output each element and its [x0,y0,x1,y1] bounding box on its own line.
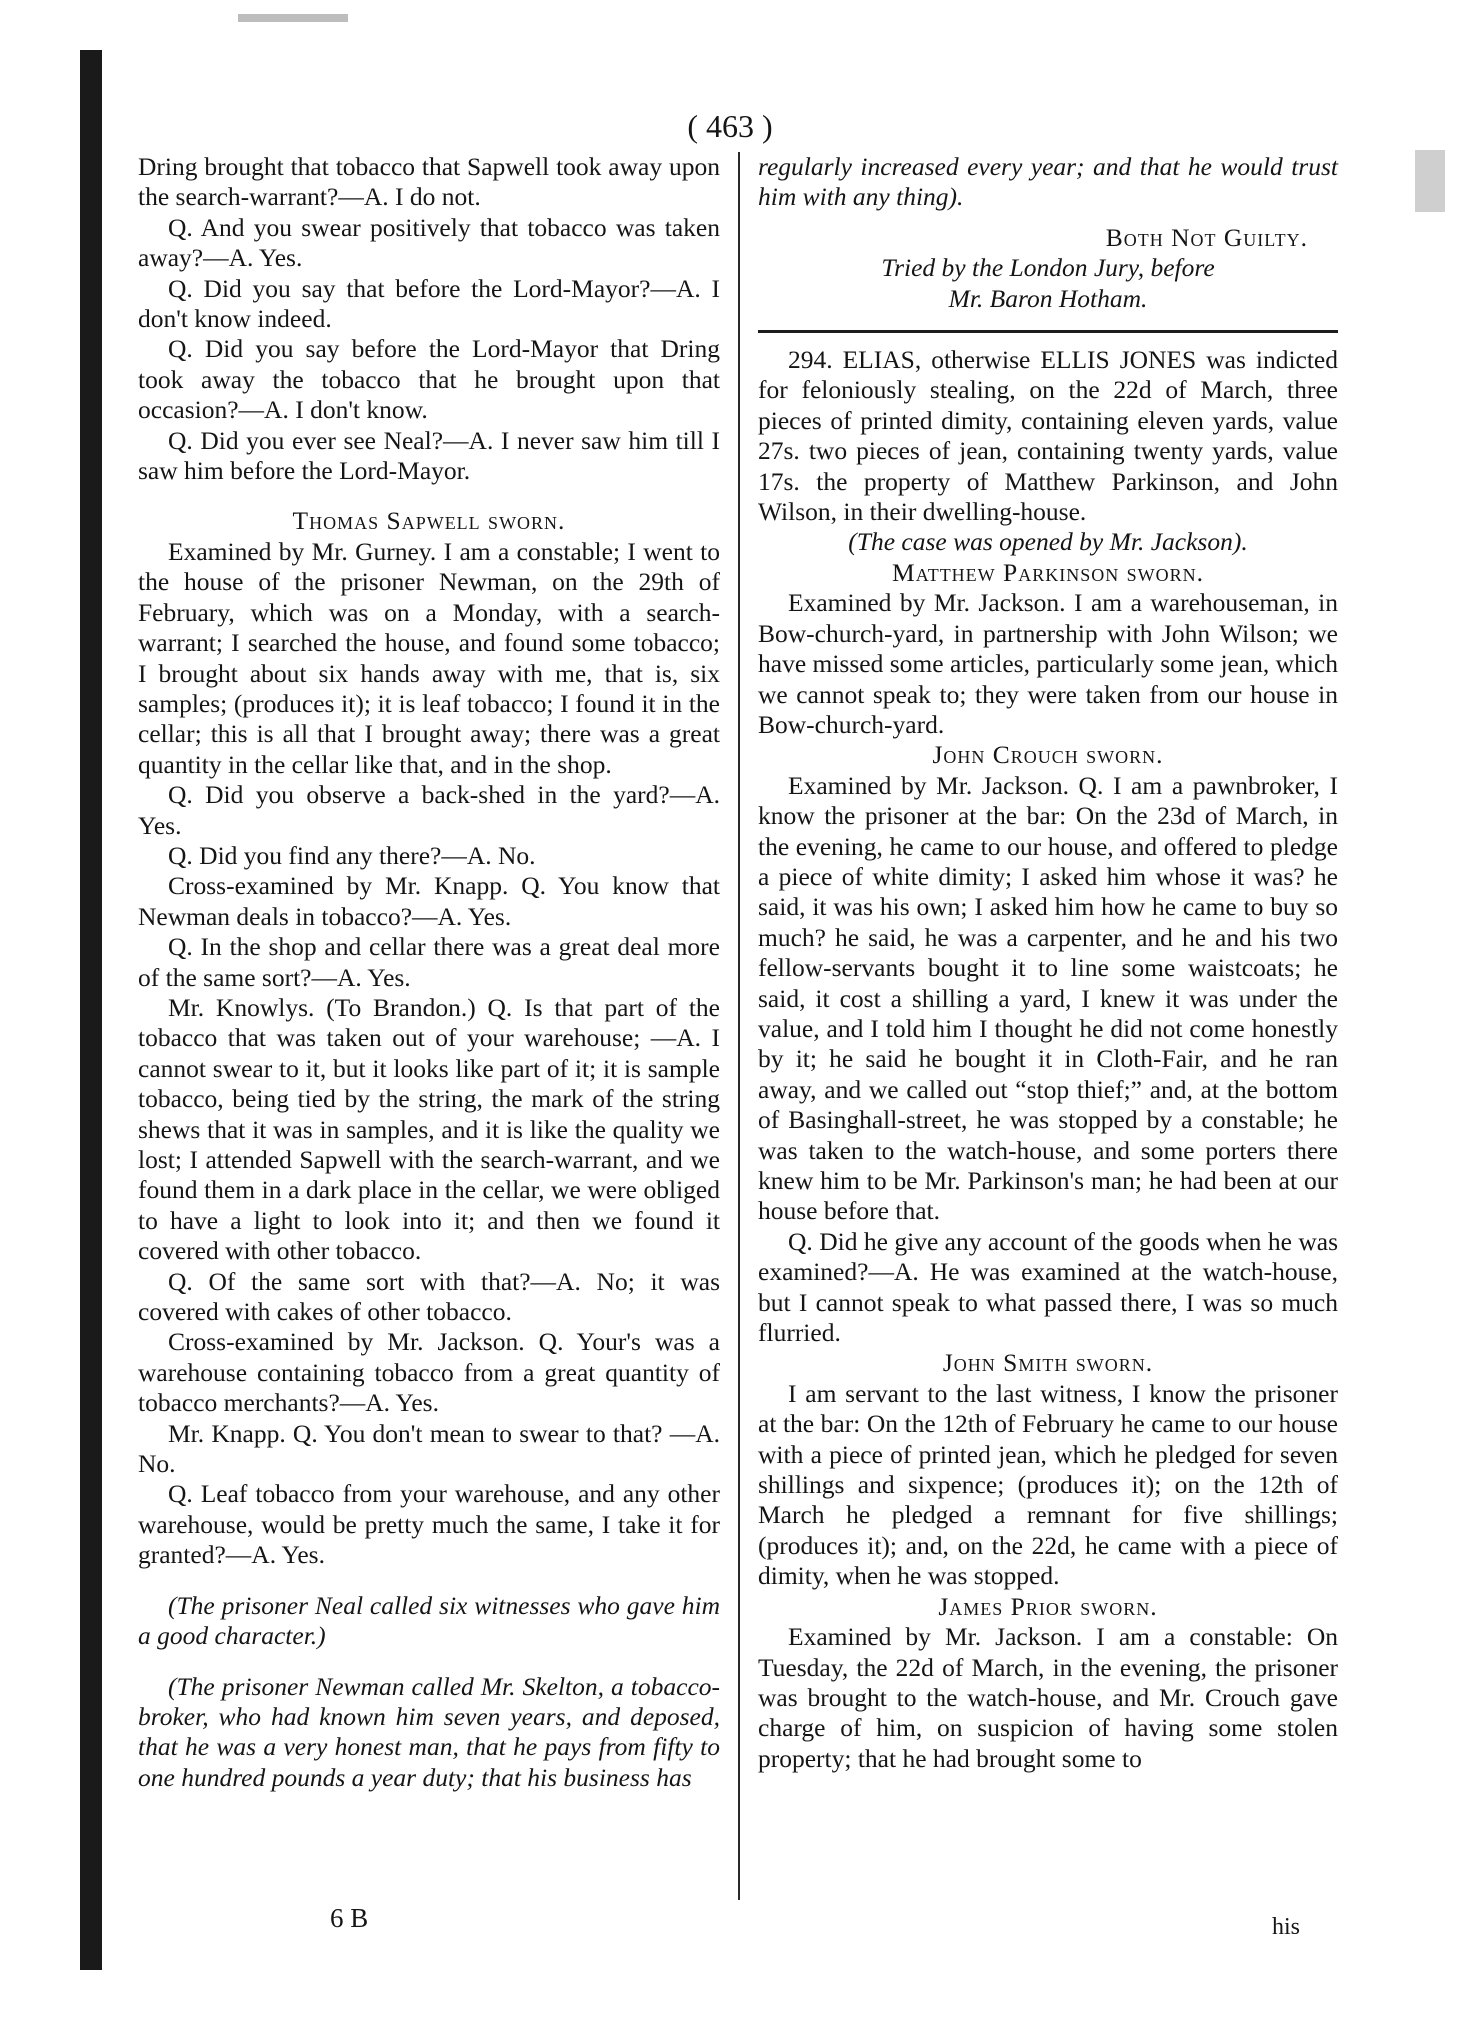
paragraph: Examined by Mr. Jackson. Q. I am a pawnbroker, I know the prisoner at the bar: On the 23d of March, in the evening, he came to our house, and offered to pledge a piece of white dimity; I asked him whose it was? he said, it was his own; I asked him how he came to buy so much? he said, he was a carpenter, and he and his two fellow-servants bought it to line some waistcoats; he said, it cost a shilling a yard, I knew it was under the value, and I told him I thought he did not come honestly by it; he said he bought it in Cloth-Fair, and he ran away, and we called out “stop thief;” and, at the bottom of Basinghall-street, he was stopped by a constable; he was taken to the watch-house, and some porters there knew him to be Mr. Parkinson's man; he had been at our house before that. [758,770,1338,1226]
signature-mark: 6 B [330,1903,369,1933]
witness-heading: John Crouch sworn. [932,740,1164,770]
section-rule [758,330,1338,333]
scan-artifact [238,14,348,22]
italic-note: regularly increased every year; and that he would trust him with any thing). [758,152,1338,212]
paragraph: Q. Did you say before the Lord-Mayor that Dring took away the tobacco that he brought upon that occasion?—A. I don't know. [138,334,720,425]
italic-note: (The prisoner Newman called Mr. Skelton, a tobacco-broker, who had known him seven years, and deposed, that he was a very honest man, that he pays from fifty to one hundred pounds a year duty; that his business has [138,1671,720,1792]
judge-line: Mr. Baron Hotham. [948,283,1148,313]
verdict: Both Not Guilty. [1105,222,1308,252]
paragraph: Cross-examined by Mr. Knapp. Q. You know that Newman deals in tobacco?—A. Yes. [138,871,720,931]
paragraph: Mr. Knowlys. (To Brandon.) Q. Is that part of the tobacco that was taken out of your warehouse; —A. I cannot swear to it, but it looks like part of it; it is sample tobacco, being tied by the string, the mark of the string shews that it was in samples, and it is like the quality we lost; I attended Sapwell with the search-warrant, and we found them in a dark place in the cellar, we were obliged to have a light to look into it; and then we found it covered with other tobacco. [138,992,720,1266]
binding-edge [80,50,102,1970]
paragraph: Examined by Mr. Gurney. I am a constable; I went to the house of the prisoner Newman, on the 29th of February, which was on a Monday, with a search-warrant; I searched the house, and found some tobacco; I brought about six hands away with me, that is, six samples; (produces it); it is leaf tobacco; I found it in the cellar; this is all that I brought away; there was a great quantity in the cellar like that, and in the shop. [138,536,720,779]
paragraph: Dring brought that tobacco that Sapwell took away upon the search-warrant?—A. I do not. [138,152,720,212]
left-column [138,152,720,1793]
paragraph: Q. And you swear positively that tobacco was taken away?—A. Yes. [138,212,720,273]
paragraph: Q. In the shop and cellar there was a great deal more of the same sort?—A. Yes. [138,932,720,992]
scan-artifact [1415,150,1445,212]
paragraph: Q. Did he give any account of the goods when he was examined?—A. He was examined at the watch-house, but I cannot speak to what passed there, I was so much flurried. [758,1226,1338,1348]
italic-note: (The case was opened by Mr. Jackson). [848,527,1248,557]
catchword: his [1272,1914,1301,1940]
paragraph: Examined by Mr. Jackson. I am a warehouseman, in Bow-church-yard, in partnership with John Wilson; we have missed some articles, particularly some jean, which we cannot speak to; they were taken from our house in Bow-church-yard. [758,588,1338,739]
right-column [758,152,1338,1774]
paragraph: Q. Did you ever see Neal?—A. I never saw him till I saw him before the Lord-Mayor. [138,425,720,486]
italic-note: (The prisoner Neal called six witnesses who gave him a good character.) [138,1590,720,1651]
page-number: ( 463 ) [687,108,773,144]
trial-note: Tried by the London Jury, before [881,253,1215,283]
paragraph: Q. Did you say that before the Lord-Mayor?—A. I don't know indeed. [138,273,720,334]
witness-heading: John Smith sworn. [942,1348,1154,1378]
paragraph: Q. Leaf tobacco from your warehouse, and any other warehouse, would be pretty much the same, I take it for granted?—A. Yes. [138,1479,720,1570]
witness-heading: Matthew Parkinson sworn. [892,557,1204,587]
paragraph: Cross-examined by Mr. Jackson. Q. Your's was a warehouse containing tobacco from a great quantity of tobacco merchants?—A. Yes. [138,1327,720,1418]
paragraph: Examined by Mr. Jackson. I am a constable: On Tuesday, the 22d of March, in the evening, the prisoner was brought to the watch-house, and Mr. Crouch gave charge of him, on suspicion of having some stolen property; that he had brought some to [758,1622,1338,1773]
case-heading: 294. ELIAS, otherwise ELLIS JONES was indicted for feloniously stealing, on the 22d of March, three pieces of printed dimity, containing eleven yards, value 27s. two pieces of jean, containing twenty yards, value 17s. the property of Matthew Parkinson, and John Wilson, in their dwelling-house. [758,345,1338,527]
witness-heading: James Prior sworn. [938,1591,1158,1621]
column-divider [738,152,740,1900]
paragraph: Q. Did you observe a back-shed in the yard?—A. Yes. [138,780,720,840]
witness-heading: Thomas Sapwell sworn. [292,506,566,536]
paragraph: Q. Did you find any there?—A. No. [168,840,536,870]
paragraph: Q. Of the same sort with that?—A. No; it was covered with cakes of other tobacco. [138,1266,720,1327]
paragraph: Mr. Knapp. Q. You don't mean to swear to that? —A. No. [138,1418,720,1479]
paragraph: I am servant to the last witness, I know the prisoner at the bar: On the 12th of February he came to our house with a piece of printed jean, which he pledged for seven shillings and sixpence; (produces it); on the 12th of March he pledged a remnant for five shillings; (produces it); and, on the 22d, he came with a piece of dimity, when he was stopped. [758,1378,1338,1591]
